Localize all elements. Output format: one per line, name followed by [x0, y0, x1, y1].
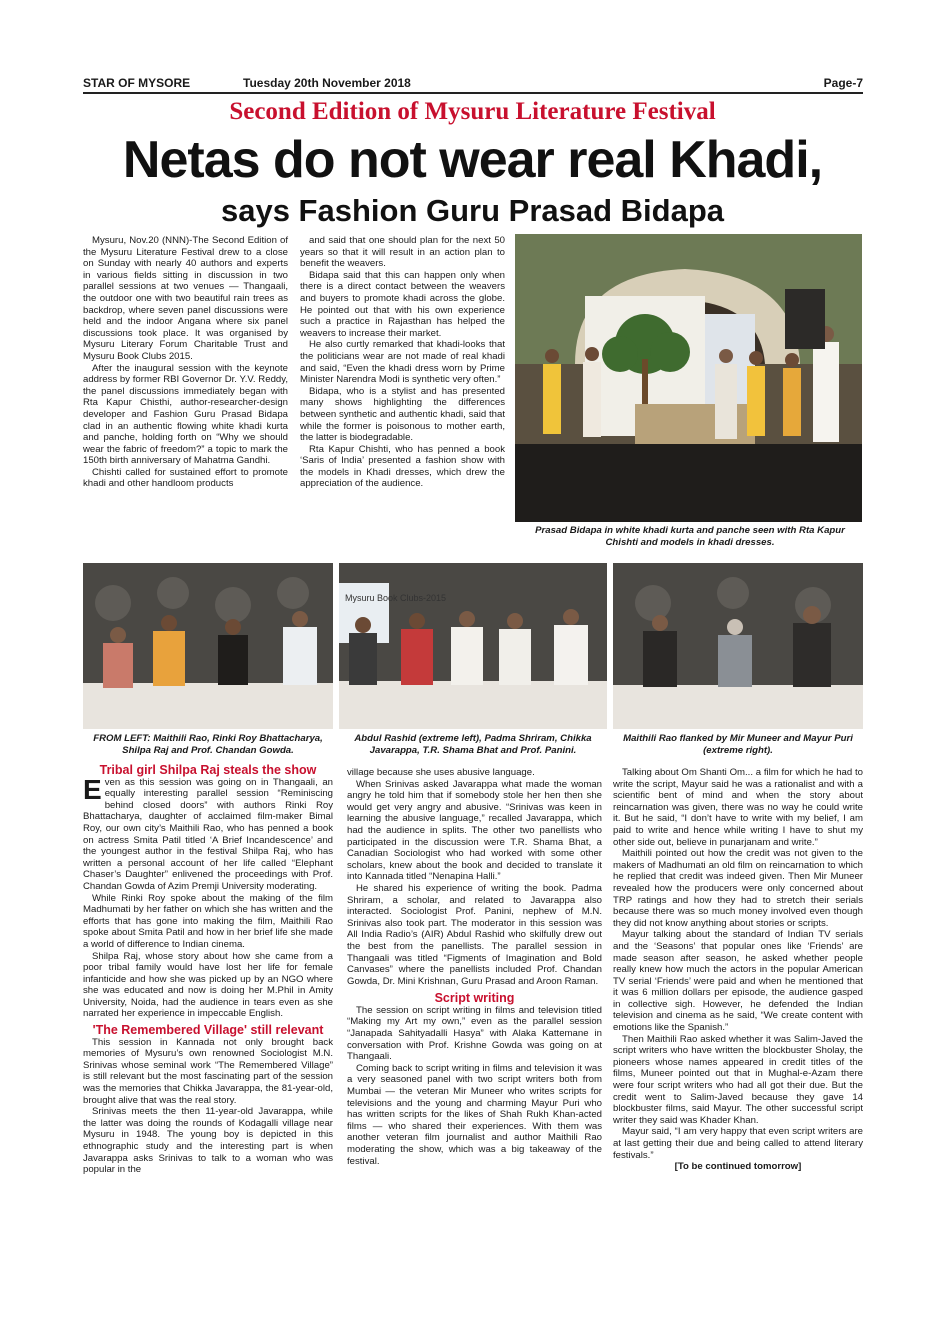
page-number: Page-7 — [823, 76, 863, 90]
kicker: Second Edition of Mysuru Literature Festival — [229, 98, 716, 125]
paragraph: and said that one should plan for the next 50 years so that it will result in an action plan to benefit the weavers. — [300, 235, 505, 270]
lower-column-2 — [347, 767, 602, 1272]
photo-right — [613, 563, 863, 729]
photo-left — [83, 563, 333, 729]
paragraph: When Srinivas asked Javarappa what made the woman angry he told him that if somebody stole her hen then she would get very angry and abusive. “Srinivas was keen in learning the abusive language,” recalled Javarappa, which had the audience in splits. The other two panellists who participated in the discussion were T.R. Shama Bhat, a Canadian Sociologist who had worked with some other scholars, knew about the book and decided to translate it into Kannada titled “Nenapina Halli.” — [347, 778, 602, 883]
section-heading-tribal: Tribal girl Shilpa Raj steals the show — [99, 763, 317, 777]
paragraph: Chishti called for sustained effort to promote khadi and other handloom products — [83, 466, 288, 490]
masthead — [83, 76, 863, 94]
paragraph: The session on script writing in films and television titled “Making my Art my own,” even as the parallel session “Janapada Sahityadalli Hasya” with Alaka Kattemane in conversation with Prof. Krishne Gowda was going on at Thangaali. — [347, 1004, 602, 1063]
photo-left-image — [83, 563, 333, 729]
paragraph: He also curtly remarked that khadi-looks that the politicians wear are not made of real khadi and said, “Even the khadi dress worn by Prime Minister Narendra Modi is synthetic very often.” — [300, 339, 505, 386]
paragraph: Shilpa Raj, whose story about how she came from a poor tribal family would have lost her life for female infanticide and how she was picked up by an NGO where she was educated and now is doing her M.Phil in Amity University, Noida, had the audience in tears even as she narrated her experience in impeccable English. — [83, 950, 333, 1020]
photo-middle — [339, 563, 607, 729]
paragraph: Mysuru, Nov.20 (NNN)-The Second Edition of the Mysuru Literature Festival drew to a close on Sunday with nearly 40 authors and experts in various fields sitting in discussion in two parallel sessions at two venues — Thangaali, the outdoor one with two beautiful rain trees as backdrop, where seven panel discussions were held and the indoor Angana where six panel discussions took place. It was organised by Mysuru Literary Forum Charitable Trust and Mysuru Book Clubs 2015. — [83, 235, 288, 362]
issue-date: Tuesday 20th November 2018 — [243, 76, 411, 90]
paragraph: Bidapa, who is a stylist and has presented many shows highlighting the differences between synthetic and authentic khadi, said that while the former is poisonous to mother earth, the latter is biodegradable. — [300, 385, 505, 444]
book-club-banner-text: Mysuru Book Clubs-2015 — [345, 593, 447, 603]
photo-middle-caption: Abdul Rashid (extreme left), Padma Shriram, Chikka Javarappa, T.R. Shama Bhat and Prof. Panini. — [354, 733, 592, 756]
main-photo-caption: Prasad Bidapa in white khadi kurta and panche seen with Rta Kapur Chishti and models in khadi dresses. — [535, 525, 845, 548]
paragraph: Mayur talking about the standard of Indian TV serials and the ‘Seasons’ that popular ones like ‘Friends’ are made season after season, he asked whether people really knew how much the actors in the popular American TV serial ‘Friends’ were paid and when he mentioned that it was 6 million dollars per episode, the audience gasped in collective sigh. However, he defended the Indian television and cinema as he said, “We create content with emotions like the Spanish.” — [613, 929, 863, 1034]
main-photo-image — [515, 234, 862, 522]
paragraph: He shared his experience of writing the book. Padma Shriram, a scholar, and related to Javarappa also interacted. Sociologist Prof. Panini, nephew of M.N. Srinivas also took part. The moderator in this session was All India Radio’s (AIR) Abdul Rashid who skilfully drew out the best from the panellists. The parallel session in Thangaali was titled “Figments of Imagination and Bold Canvases” where the panellists included Prof. Chandan Gowda, Dr. Mini Krishnan, Guru Prasad and Aroon Raman. — [347, 882, 602, 987]
photo-left-caption: FROM LEFT: Maithili Rao, Rinki Roy Bhattacharya, Shilpa Raj and Prof. Chandan Gowda. — [93, 733, 323, 756]
paragraph: This session in Kannada not only brought back memories of Mysuru’s own renowned Sociologist M.N. Srinivas whose seminal work “The Remembered Village” is still relevant but the most fascinating part of the session was the memories that Chikka Javarappa, the 81-year-old, brought alive that was the real story. — [83, 1036, 333, 1106]
paragraph: While Rinki Roy spoke about the making of the film Madhumati by her father on which she has written and the efforts that has gone into making the film, Maithili Rao spoke about Smita Patil and how in her brief life she made a world of difference to Indian cinema. — [83, 892, 333, 950]
section-heading-village: 'The Remembered Village' still relevant — [92, 1023, 324, 1038]
photo-right-caption: Maithili Rao flanked by Mir Muneer and Mayur Puri (extreme right). — [623, 733, 853, 756]
paragraph: Rta Kapur Chishti, who has penned a book ‘Saris of India’ presented a fashion show with the models in Khadi dresses, which drew the appreciation of the audience. — [300, 443, 505, 490]
main-photo — [515, 234, 862, 522]
article-column-1 — [83, 235, 288, 557]
continued-note: [To be continued tomorrow] — [674, 1161, 802, 1173]
subhead: says Fashion Guru Prasad Bidapa — [220, 193, 725, 228]
lower-column-1 — [83, 765, 333, 1275]
headline: Netas do not wear real Khadi, — [122, 131, 823, 189]
paragraph: Maithili pointed out how the credit was not given to the makers of Madhumati an old film on reincarnation to which he replied that credit was indeed given. Then Mir Muneer revealed how the producers were only concerned about TRP ratings and how they had to stretch their serials because there was so much money involved even though they did not know anything about stories or scripts. — [613, 848, 863, 929]
paragraph: Then Maithili Rao asked whether it was Salim-Javed the script writers who have written the blockbuster Sholay, the pioneers whose names appeared in credit titles of the films, Muneer pointed out that in Mughal-e-Azam there were four script writers who had all got their due. But the credit went to Salim-Javed because they gave 14 blockbuster films, said Mayur. The other successful script writer they said was Khader Khan. — [613, 1033, 863, 1126]
paragraph: Srinivas meets the then 11-year-old Javarappa, while the latter was doing the rounds of Kodagalli village near Mysuru in 1948. The young boy is depicted in this ethnographic study and the interesting part is when Javarappa asks Srinivas to talk to a woman who was popular in the — [83, 1106, 333, 1176]
paragraph: Bidapa said that this can happen only when there is a direct contact between the weavers and buyers to promote khadi across the globe. He pointed out that with his own experience such a practice in Rajasthan has helped the weavers to increase their market. — [300, 269, 505, 339]
article-column-2 — [300, 235, 505, 557]
paragraph: village because she uses abusive language. — [347, 767, 535, 778]
paper-name: STAR OF MYSORE — [83, 76, 191, 90]
photo-right-image — [613, 563, 863, 729]
paragraph: Even as this session was going on in Thangaali, an equally interesting parallel session “Reminiscing behind closed doors” with authors Rinki Roy Bhattacharya, daughter of acclaimed film-maker Bimal Roy, our own city’s Maithili Rao, who has penned a book on actress Smita Patil titled ‘A Brief Incandescence’ and the youngest author in the festival Shilpa Raj, who has written a personal account of her life called “Elephant Chaser’s Daughter” enlivened the proceedings with Prof. Chandan Gowda of Azim Premji University moderating. — [83, 773, 333, 892]
paragraph: Coming back to script writing in films and television it was a very seasoned panel with two script writers both from Mumbai — the veteran Mir Muneer who writes scripts for televisions and the young and charming Mayur Puri who has written scripts for the likes of Shah Rukh Khan-acted films — who shared their experiences. With them was another veteran film journalist and author Maithili Rao moderating the show, which was a big takeaway of the festival. — [347, 1062, 602, 1167]
drop-cap: E — [83, 773, 102, 805]
paragraph: After the inaugural session with the keynote address by former RBI Governor Dr. Y.V. Reddy, the panel discussions immediately began with Rta Kapur Chisthi, author-researcher-design developer and Fashion Guru Prasad Bidapa clad in an authentic flowing white khadi kurta and panche, holding forth on “Why we should wear the fabric of freedom?” a topic to mark the 150th birth anniversary of Mahatma Gandhi. — [83, 362, 288, 467]
photo-middle-image — [339, 563, 607, 729]
paragraph: Mayur said, “I am very happy that even script writers are at last getting their due and being called to attend literary festivals.” — [613, 1126, 863, 1161]
section-heading-script: Script writing — [434, 991, 515, 1006]
paragraph: Talking about Om Shanti Om... a film for which he had to write the script, Mayur said he was a rationalist and with a scientific bent of mind and when the story about reincarnation was given, there was no way he could write it. But he said, “I don’t have to write with my belief, I am paid to write and hence while writing I have to shut my other side out, believe in punarjanam and write.” — [613, 767, 863, 848]
lower-column-3 — [613, 767, 863, 1272]
